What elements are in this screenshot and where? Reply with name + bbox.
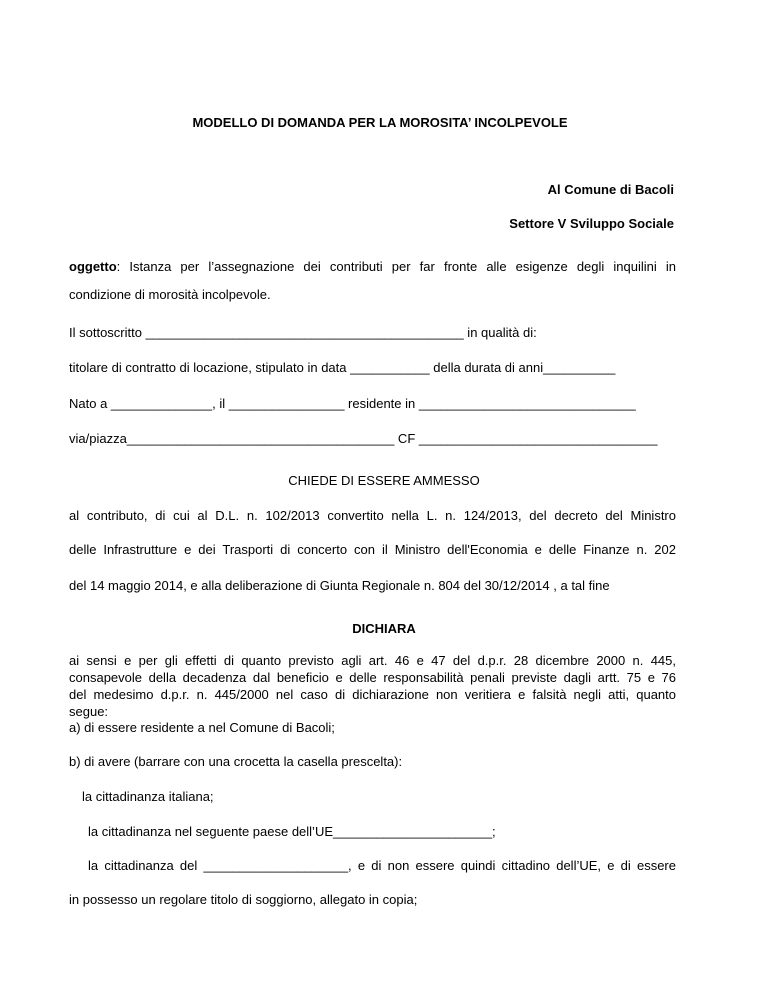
item-a: a) di essere residente a nel Comune di Bacoli; [69, 720, 335, 735]
item-b: b) di avere (barrare con una crocetta la casella prescelta): [69, 754, 403, 769]
field-address-cf: via/piazza_____________________________________ CF _________________________________ [69, 431, 658, 446]
document-title: MODELLO DI DOMANDA PER LA MOROSITA’ INCOLPEVOLE [192, 115, 568, 130]
request-line-1: al contributo, di cui al D.L. n. 102/2013 convertito nella L. n. 124/2013, del decreto del Ministro [69, 508, 676, 523]
request-heading: CHIEDE DI ESSERE AMMESSO [288, 473, 480, 488]
declare-line-1: ai sensi e per gli effetti di quanto previsto agli art. 46 e 47 del d.p.r. 28 dicembre 2000 n. 445, [69, 653, 676, 668]
request-line-3: del 14 maggio 2014, e alla deliberazione di Giunta Regionale n. 804 del 30/12/2014 , a tal fine [69, 578, 610, 593]
field-contract: titolare di contratto di locazione, stipulato in data ___________ della durata di anni__________ [69, 360, 616, 375]
request-line-2: delle Infrastrutture e dei Trasporti di concerto con il Ministro dell'Economia e delle Finanze n. 202 [69, 542, 676, 557]
subject-line-1 [69, 259, 676, 274]
option-eu-citizenship: la cittadinanza nel seguente paese dell’UE______________________; [88, 824, 496, 839]
field-undersigned: Il sottoscritto ____________________________________________ in qualità di: [69, 325, 537, 340]
declare-heading: DICHIARA [352, 621, 416, 636]
subject-line-2: condizione di morosità incolpevole. [69, 287, 271, 302]
option-italian-citizenship: la cittadinanza italiana; [82, 789, 214, 804]
option-non-eu-citizenship-cont: in possesso un regolare titolo di soggiorno, allegato in copia; [69, 892, 418, 907]
field-birth-residence: Nato a ______________, il ________________ residente in ______________________________ [69, 396, 636, 411]
recipient-line-1: Al Comune di Bacoli [547, 182, 674, 197]
declare-line-3: del medesimo d.p.r. n. 445/2000 nel caso di dichiarazione non veritiera e falsità negli atti, quanto [69, 687, 676, 702]
option-non-eu-citizenship: la cittadinanza del ____________________, e di non essere quindi cittadino dell’UE, e di essere [88, 858, 676, 873]
declare-line-2: consapevole della decadenza dal beneficio e delle responsabilità penali previste dagli artt. 75 e 76 [69, 670, 676, 685]
recipient-line-2: Settore V Sviluppo Sociale [509, 216, 674, 231]
subject-label: oggetto [69, 259, 117, 274]
subject-text: : Istanza per l’assegnazione dei contributi per far fronte alle esigenze degli inquilini in [116, 259, 676, 274]
declare-line-4: segue: [69, 704, 109, 719]
